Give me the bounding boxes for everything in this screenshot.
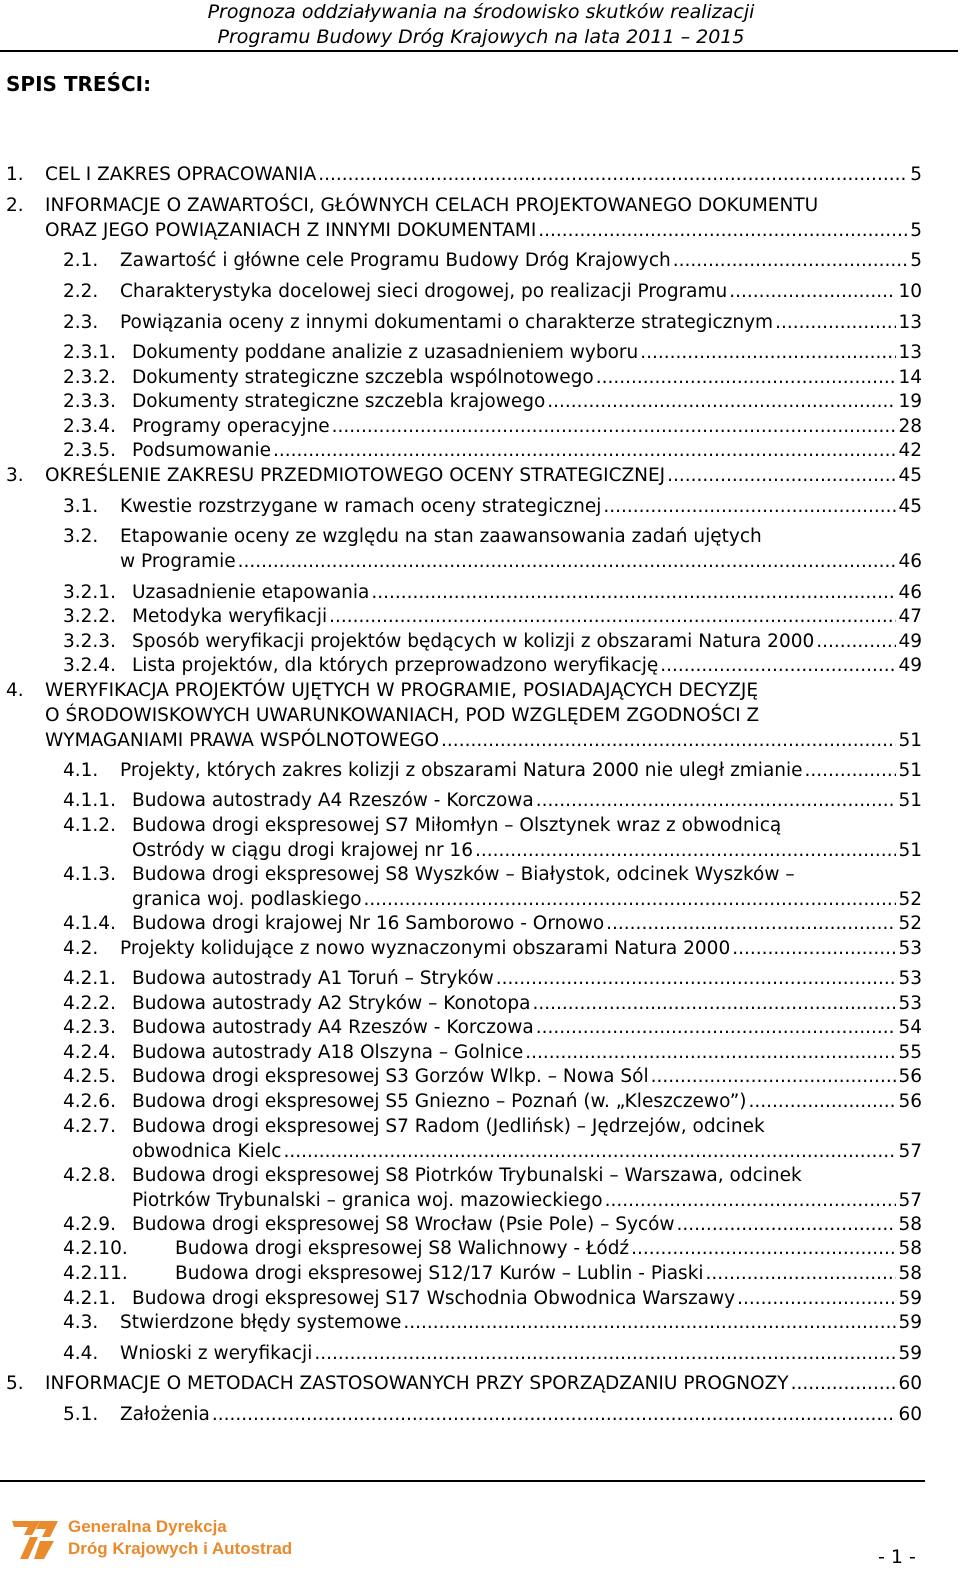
toc-entry-page: 56 xyxy=(898,1091,922,1112)
toc-entry-number: 4.2.1. xyxy=(63,968,116,989)
toc-entry-page: 59 xyxy=(898,1343,922,1364)
toc-entry-number: 4.1.2. xyxy=(63,815,116,836)
toc-entry-title: Ostródy w ciągu drogi krajowej nr 16 xyxy=(132,840,473,861)
toc-entry-title: Budowa drogi ekspresowej S8 Wyszków – Białystok, odcinek Wyszków – xyxy=(132,864,795,885)
toc-entry[interactable] xyxy=(0,1064,960,1089)
toc-entry-page: 19 xyxy=(898,391,922,412)
toc-entry-title: Budowa autostrady A4 Rzeszów - Korczowa xyxy=(132,790,534,811)
toc-entry-number: 3.2.2. xyxy=(63,606,116,627)
toc-entry-title: Budowa autostrady A18 Olszyna – Golnice xyxy=(132,1042,524,1063)
toc-entry-page: 51 xyxy=(898,840,922,861)
toc-entry-page: 49 xyxy=(898,655,922,676)
toc-entry-number: 4.2.2. xyxy=(63,993,116,1014)
toc-entry[interactable] xyxy=(0,340,960,365)
toc-entry-number: 4.2.4. xyxy=(63,1042,116,1063)
toc-entry-title: O ŚRODOWISKOWYCH UWARUNKOWANIACH, POD WZGLĘDEM ZGODNOŚCI Z xyxy=(45,705,760,726)
toc-entry[interactable] xyxy=(0,414,960,439)
toc-entry[interactable] xyxy=(0,1236,960,1261)
toc-entry-number: 4.2. xyxy=(63,938,99,959)
toc-entry-page: 51 xyxy=(898,760,922,781)
toc-entry-title: Budowa drogi ekspresowej S12/17 Kurów – Lublin - Piaski xyxy=(175,1263,704,1284)
toc-title: SPIS TREŚCI: xyxy=(6,72,152,96)
toc-entry-page: 52 xyxy=(898,913,922,934)
toc-entry-title: Powiązania oceny z innymi dokumentami o charakterze strategicznym xyxy=(120,312,774,333)
toc-dot-leader xyxy=(729,279,896,304)
toc-entry-number: 4.2.6. xyxy=(63,1091,116,1112)
toc-entry-title: Uzasadnienie etapowania xyxy=(132,582,370,603)
toc-entry-page: 60 xyxy=(898,1404,922,1425)
toc-entry-title: Zawartość i główne cele Programu Budowy Dróg Krajowych xyxy=(120,250,671,271)
toc-entry[interactable] xyxy=(0,629,960,654)
toc-entry-number: 4.1.3. xyxy=(63,864,116,885)
toc-entry-page: 55 xyxy=(898,1042,922,1063)
toc-entry-number: 2.3. xyxy=(63,312,99,333)
toc-dot-leader xyxy=(403,1310,896,1335)
toc-entry[interactable] xyxy=(0,1015,960,1040)
toc-entry-page: 45 xyxy=(898,496,922,517)
toc-dot-leader xyxy=(737,1286,896,1311)
toc-dot-leader xyxy=(283,1139,896,1164)
gddkia-logo xyxy=(10,1515,320,1565)
toc-entry-title: Budowa drogi ekspresowej S8 Wrocław (Psie Pole) – Syców xyxy=(132,1214,675,1235)
toc-dot-leader xyxy=(238,549,897,574)
toc-entry-title: Stwierdzone błędy systemowe xyxy=(120,1312,402,1333)
toc-entry-title: Budowa drogi krajowej Nr 16 Samborowo - Ornowo xyxy=(132,913,605,934)
toc-entry[interactable] xyxy=(0,1310,960,1335)
toc-entry-title: OKREŚLENIE ZAKRESU PRZEDMIOTOWEGO OCENY STRATEGICZNEJ xyxy=(45,465,666,486)
toc-entry[interactable] xyxy=(0,991,960,1016)
toc-entry[interactable] xyxy=(0,788,960,813)
toc-dot-leader xyxy=(660,653,896,678)
toc-entry-page: 45 xyxy=(898,465,922,486)
toc-entry-number: 5. xyxy=(6,1373,24,1394)
toc-entry-number: 4.3. xyxy=(63,1312,99,1333)
toc-entry-title: Etapowanie oceny ze względu na stan zaawansowania zadań ujętych xyxy=(120,526,762,547)
toc-entry-number: 2.3.4. xyxy=(63,416,116,437)
toc-dot-leader xyxy=(603,494,896,519)
toc-dot-leader xyxy=(329,604,896,629)
toc-dot-leader xyxy=(706,1261,897,1286)
toc-entry-number: 2. xyxy=(6,195,24,216)
toc-entry[interactable] xyxy=(0,966,960,991)
toc-entry[interactable] xyxy=(0,1371,960,1396)
toc-entry-number: 3. xyxy=(6,465,24,486)
toc-entry-title: Podsumowanie xyxy=(132,440,271,461)
toc-entry-title: Budowa drogi ekspresowej S8 Walichnowy - Łódź xyxy=(175,1238,630,1259)
toc-entry-page: 57 xyxy=(898,1190,922,1211)
toc-entry[interactable] xyxy=(0,524,960,574)
toc-dot-leader xyxy=(314,1341,896,1366)
toc-entry[interactable] xyxy=(0,1114,960,1164)
toc-entry[interactable] xyxy=(0,1341,960,1366)
toc-entry-page: 51 xyxy=(898,730,922,751)
toc-entry[interactable] xyxy=(0,1163,960,1213)
toc-entry-number: 4.2.8. xyxy=(63,1165,116,1186)
toc-entry-page: 57 xyxy=(898,1141,922,1162)
toc-dot-leader xyxy=(538,218,908,243)
toc-entry-title: Budowa drogi ekspresowej S17 Wschodnia Obwodnica Warszawy xyxy=(132,1288,736,1309)
toc-entry-title: CEL I ZAKRES OPRACOWANIA xyxy=(45,164,317,185)
toc-dot-leader xyxy=(536,1015,897,1040)
toc-entry-title: Kwestie rozstrzygane w ramach oceny strategicznej xyxy=(120,496,602,517)
toc-entry-number: 2.3.3. xyxy=(63,391,116,412)
toc-entry[interactable] xyxy=(0,494,960,519)
toc-dot-leader xyxy=(732,936,896,961)
toc-dot-leader xyxy=(805,758,897,783)
toc-entry-number: 3.2. xyxy=(63,526,99,547)
toc-entry-page: 13 xyxy=(898,342,922,363)
toc-entry-number: 4.2.7. xyxy=(63,1116,116,1137)
toc-entry[interactable] xyxy=(0,1286,960,1311)
toc-entry-number: 2.3.5. xyxy=(63,440,116,461)
toc-entry[interactable] xyxy=(0,862,960,912)
toc-entry[interactable] xyxy=(0,463,960,488)
toc-entry-title: Budowa drogi ekspresowej S5 Gniezno – Poznań (w. „Kleszczewo”) xyxy=(132,1091,747,1112)
toc-dot-leader xyxy=(536,788,897,813)
toc-entry-title: obwodnica Kielc xyxy=(132,1141,282,1162)
toc-entry-title: ORAZ JEGO POWIĄZANIACH Z INNYMI DOKUMENTAMI xyxy=(45,220,537,241)
toc-entry-page: 49 xyxy=(898,631,922,652)
toc-dot-leader xyxy=(318,162,908,187)
toc-entry-number: 5.1. xyxy=(63,1404,99,1425)
toc-entry[interactable] xyxy=(0,911,960,936)
toc-entry-page: 14 xyxy=(898,367,922,388)
toc-entry-title: Lista projektów, dla których przeprowadzono weryfikację xyxy=(132,655,659,676)
logo-text-line-1: Generalna Dyrekcja xyxy=(68,1517,227,1536)
toc-entry-title: Budowa drogi ekspresowej S3 Gorzów Wlkp. – Nowa Sól xyxy=(132,1066,649,1087)
toc-dot-leader xyxy=(640,340,896,365)
toc-dot-leader xyxy=(631,1236,896,1261)
toc-dot-leader xyxy=(364,887,897,912)
toc-entry-page: 5 xyxy=(910,220,922,241)
toc-entry-number: 3.1. xyxy=(63,496,99,517)
toc-entry-page: 58 xyxy=(898,1263,922,1284)
toc-entry-page: 28 xyxy=(898,416,922,437)
toc-dot-leader xyxy=(273,438,896,463)
toc-entry-number: 4.4. xyxy=(63,1343,99,1364)
toc-entry-number: 4.2.3. xyxy=(63,1017,116,1038)
toc-entry-page: 54 xyxy=(898,1017,922,1038)
toc-entry-number: 2.3.1. xyxy=(63,342,116,363)
toc-entry-title: Projekty kolidujące z nowo wyznaczonymi obszarami Natura 2000 xyxy=(120,938,731,959)
toc-entry-page: 53 xyxy=(898,938,922,959)
logo-text-line-2: Dróg Krajowych i Autostrad xyxy=(68,1539,293,1558)
toc-entry[interactable] xyxy=(0,310,960,335)
toc-entry-page: 56 xyxy=(898,1066,922,1087)
toc-dot-leader xyxy=(525,1040,896,1065)
toc-entry[interactable] xyxy=(0,1402,960,1427)
toc-entry[interactable] xyxy=(0,678,960,753)
toc-dot-leader xyxy=(791,1371,897,1396)
toc-entry-number: 3.2.3. xyxy=(63,631,116,652)
toc-entry[interactable] xyxy=(0,813,960,863)
toc-entry-number: 4.2.9. xyxy=(63,1214,116,1235)
toc-dot-leader xyxy=(475,838,896,863)
toc-dot-leader xyxy=(532,991,896,1016)
toc-entry-title: Budowa drogi ekspresowej S7 Miłomłyn – Olsztynek wraz z obwodnicą xyxy=(132,815,782,836)
toc-entry-title: granica woj. podlaskiego xyxy=(132,889,362,910)
toc-entry-page: 46 xyxy=(898,582,922,603)
toc-entry-title: w Programie xyxy=(120,551,236,572)
toc-entry-number: 2.3.2. xyxy=(63,367,116,388)
toc-entry[interactable] xyxy=(0,162,960,187)
toc-entry-title: Budowa autostrady A4 Rzeszów - Korczowa xyxy=(132,1017,534,1038)
toc-dot-leader xyxy=(673,248,908,273)
gddkia-logo-icon xyxy=(10,1515,62,1563)
toc-entry-number: 4. xyxy=(6,680,24,701)
toc-entry-title: Projekty, których zakres kolizji z obszarami Natura 2000 nie uległ zmianie xyxy=(120,760,803,781)
toc-entry[interactable] xyxy=(0,1261,960,1286)
toc-entry-page: 47 xyxy=(898,606,922,627)
toc-dot-leader xyxy=(606,911,896,936)
toc-entry-page: 59 xyxy=(898,1288,922,1309)
toc-entry-number: 3.2.4. xyxy=(63,655,116,676)
toc-dot-leader xyxy=(596,365,897,390)
toc-entry-page: 51 xyxy=(898,790,922,811)
toc-dot-leader xyxy=(605,1188,897,1213)
toc-dot-leader xyxy=(332,414,897,439)
toc-entry-title: Założenia xyxy=(120,1404,210,1425)
toc-entry-title: Wnioski z weryfikacji xyxy=(120,1343,313,1364)
toc-entry[interactable] xyxy=(0,248,960,273)
page-header xyxy=(0,0,960,52)
toc-entry-page: 13 xyxy=(898,312,922,333)
toc-entry-title: INFORMACJE O ZAWARTOŚCI, GŁÓWNYCH CELACH PROJEKTOWANEGO DOKUMENTU xyxy=(45,195,819,216)
toc-dot-leader xyxy=(496,966,897,991)
toc-entry-page: 5 xyxy=(910,250,922,271)
toc-entry-number: 4.2.5. xyxy=(63,1066,116,1087)
toc-dot-leader xyxy=(212,1402,897,1427)
toc-entry[interactable] xyxy=(0,1040,960,1065)
toc-entry-page: 5 xyxy=(910,164,922,185)
toc-dot-leader xyxy=(441,728,896,753)
toc-entry[interactable] xyxy=(0,193,960,243)
toc-dot-leader xyxy=(749,1089,897,1114)
toc-entry[interactable] xyxy=(0,1212,960,1237)
toc-entry-number: 4.1.1. xyxy=(63,790,116,811)
toc-entry-page: 58 xyxy=(898,1214,922,1235)
toc-entry-page: 60 xyxy=(898,1373,922,1394)
toc-entry[interactable] xyxy=(0,653,960,678)
toc-entry[interactable] xyxy=(0,365,960,390)
toc-entry-title: Piotrków Trybunalski – granica woj. mazowieckiego xyxy=(132,1190,603,1211)
toc-entry-title: Charakterystyka docelowej sieci drogowej, po realizacji Programu xyxy=(120,281,728,302)
toc-entry-title: Budowa autostrady A1 Toruń – Stryków xyxy=(132,968,494,989)
toc-entry[interactable] xyxy=(0,1089,960,1114)
toc-entry-page: 42 xyxy=(898,440,922,461)
header-title-line-1: Prognoza oddziaływania na środowisko skutków realizacji xyxy=(207,1,755,23)
toc-entry[interactable] xyxy=(0,438,960,463)
toc-entry-number: 1. xyxy=(6,164,24,185)
toc-entry-number: 4.2.10. xyxy=(63,1238,128,1259)
toc-dot-leader xyxy=(651,1064,897,1089)
toc-entry-page: 59 xyxy=(898,1312,922,1333)
toc-entry-number: 2.1. xyxy=(63,250,99,271)
toc-entry-title: Dokumenty strategiczne szczebla wspólnotowego xyxy=(132,367,594,388)
toc-entry-title: WYMAGANIAMI PRAWA WSPÓLNOTOWEGO xyxy=(45,730,440,751)
toc-dot-leader xyxy=(371,580,896,605)
toc-entry-title: Dokumenty strategiczne szczebla krajowego xyxy=(132,391,546,412)
toc-entry-title: Budowa drogi ekspresowej S8 Piotrków Trybunalski – Warszawa, odcinek xyxy=(132,1165,802,1186)
toc-dot-leader xyxy=(667,463,896,488)
footer-divider xyxy=(0,1480,925,1482)
toc-entry-number: 4.2.1. xyxy=(63,1288,116,1309)
toc-entry-title: INFORMACJE O METODACH ZASTOSOWANYCH PRZY SPORZĄDZANIU PROGNOZY xyxy=(45,1373,789,1394)
toc-entry[interactable] xyxy=(0,758,960,783)
toc-entry-title: Dokumenty poddane analizie z uzasadnieniem wyboru xyxy=(132,342,639,363)
toc-entry-number: 4.1.4. xyxy=(63,913,116,934)
toc-entry[interactable] xyxy=(0,580,960,605)
toc-dot-leader xyxy=(547,389,896,414)
header-title-line-2: Programu Budowy Dróg Krajowych na lata 2011 – 2015 xyxy=(217,26,745,48)
toc-entry-number: 3.2.1. xyxy=(63,582,116,603)
header-divider xyxy=(0,50,958,52)
toc-entry-title: WERYFIKACJA PROJEKTÓW UJĘTYCH W PROGRAMIE, POSIADAJĄCYCH DECYZJĘ xyxy=(45,680,759,701)
toc-entry-page: 52 xyxy=(898,889,922,910)
toc-entry-title: Programy operacyjne xyxy=(132,416,330,437)
toc-entry-number: 4.2.11. xyxy=(63,1263,128,1284)
toc-entry-page: 46 xyxy=(898,551,922,572)
toc-entry-number: 2.2. xyxy=(63,281,99,302)
toc-entry-page: 53 xyxy=(898,968,922,989)
toc-dot-leader xyxy=(775,310,896,335)
toc-entry-title: Metodyka weryfikacji xyxy=(132,606,328,627)
toc-dot-leader xyxy=(677,1212,897,1237)
toc-entry-title: Budowa drogi ekspresowej S7 Radom (Jedlińsk) – Jędrzejów, odcinek xyxy=(132,1116,765,1137)
toc-dot-leader xyxy=(816,629,896,654)
toc-entry-page: 58 xyxy=(898,1238,922,1259)
toc-entry-title: Budowa autostrady A2 Stryków – Konotopa xyxy=(132,993,531,1014)
toc-entry[interactable] xyxy=(0,279,960,304)
toc-entry[interactable] xyxy=(0,936,960,961)
page-number: - 1 - xyxy=(878,1546,916,1568)
toc-entry[interactable] xyxy=(0,389,960,414)
toc-entry-page: 53 xyxy=(898,993,922,1014)
toc-entry[interactable] xyxy=(0,604,960,629)
toc-entry-number: 4.1. xyxy=(63,760,99,781)
toc-entry-title: Sposób weryfikacji projektów będących w kolizji z obszarami Natura 2000 xyxy=(132,631,815,652)
toc-entry-page: 10 xyxy=(898,281,922,302)
